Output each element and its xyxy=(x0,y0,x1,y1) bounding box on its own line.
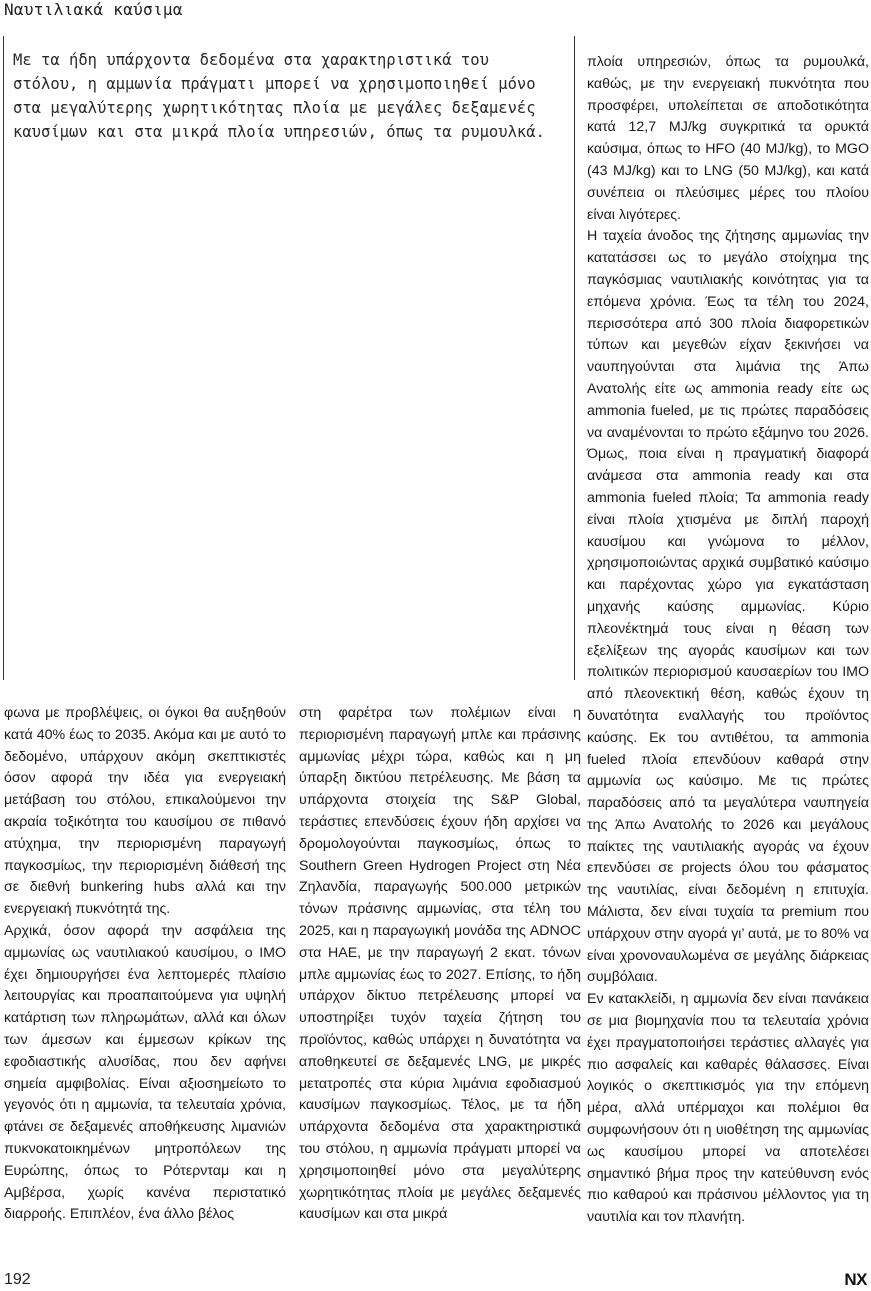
page-number: 192 xyxy=(4,1271,31,1288)
pull-quote: Με τα ήδη υπάρχοντα δεδομένα στα χαρακτηριστικά του στόλου, η αμμωνία πράγματι μπορεί να χρησιμοποιηθεί μόνο στα μεγαλύτερης χωρητικότητας πλοία με μεγάλες δεξαμενές καυσίμων και στα μικρά πλοία υπηρεσιών, όπως τα ρυμουλκά. xyxy=(13,51,545,141)
magazine-logo: NX xyxy=(844,1270,867,1289)
pull-quote-left-rule xyxy=(3,36,4,680)
paragraph: φωνα με προβλέψεις, οι όγκοι θα αυξηθούν κατά 40% έως το 2035. Ακόμα και με αυτό το δεδομένο, υπάρχουν ακόμη σκεπτικιστές όσον αφορά την ιδέα για ενεργειακή μετάβαση του στόλου, επικαλούμενοι την ακραία τοξικότητα του καυσίμου σε πιθανό ατύχημα, την περιορισμένη παραγωγή παγκοσμίως, την περιορισμένη διάθεσή της σε διεθνή bunkering hubs αλλά και την ενεργειακή πυκνότητά της. xyxy=(4,705,286,918)
section-title: Ναυτιλιακά καύσιμα xyxy=(4,0,183,19)
paragraph: Αρχικά, όσον αφορά την ασφάλεια της αμμωνίας ως ναυτιλιακού καυσίμου, ο IMO έχει δημιουργήσει ένα λεπτομερές πλαίσιο λειτουργίας και προαπαιτούμενα για υψηλή κατάρτιση των πληρωμάτων, αλλά και όλων των άμεσων και έμμεσων κρίκων της εφοδιαστικής αλυσίδας, που δεν αφήνει σημεία αμφιβολίας. Είναι αξιοσημείωτο το γεγονός ότι η αμμωνία, τα τελευταία χρόνια, φτάνει σε δεξαμενές αποθήκευσης λιμανιών πυκνοκατοικημένων μητροπόλεων της Ευρώπης, όπως το Ρότερνταμ και η Αμβέρσα, χωρίς κανένα περιστατικό διαρροής. Επιπλέον, ένα άλλο βέλος xyxy=(4,922,286,1223)
paragraph: πλοία υπηρεσιών, όπως τα ρυμουλκά, καθώς, με την ενεργειακή πυκνότητα που προσφέρει, υπολείπεται σε αποδοτικότητα κατά 12,7 MJ/kg συγκριτικά τα ορυκτά καύσιμα, όπως το HFO (40 MJ/kg), το MGO (43 MJ/kg) και το LNG (50 MJ/kg), και κατά συνέπεια οι πλεύσιμες μέρες του πλοίου είναι λιγότερες. xyxy=(587,54,869,223)
pull-quote-right-rule xyxy=(574,36,575,680)
paragraph: Η ταχεία άνοδος της ζήτησης αμμωνίας την κατατάσσει ως το μεγάλο στοίχημα της παγκόσμιας ναυτιλιακής κοινότητας για τα επόμενα χρόνια. Έως τα τέλη του 2024, περισσότερα από 300 πλοία διαφορετικών τύπων και μεγεθών είχαν ξεκινήσει να ναυπηγούνται στα λιμάνια της Άπω Ανατολής είτε ως ammonia ready είτε ως ammonia fueled, με τις πρώτες παραδόσεις να αναμένονται το πρώτο εξάμηνο του 2026. Όμως, ποια είναι η πραγματική διαφορά ανάμεσα στα ammonia ready και στα ammonia fueled πλοία; Τα ammonia ready είναι πλοία χτισμένα με διπλή παροχή καυσίμου και γνώμονα το μέλλον, χρησιμοποιώντας αρχικά συμβατικό καύσιμο και παρέχοντας χώρο για εγκατάσταση μηχανής καύσης αμμωνίας. Κύριο πλεονέκτημά τους είναι η θέαση των εξελίξεων της αγοράς καυσίμων και των πολιτικών περιορισμού καυσαερίων του IMO από πλεονεκτική θέση, καθώς έχουν τη δυνατότητα εναλλαγής του προϊόντος καύσης. Εκ του αντιθέτου, τα ammonia fueled πλοία επενδύουν καθαρά στην αμμωνία ως καύσιμο. Με τις πρώτες παραδόσεις από τα μεγαλύτερα ναυπηγεία της Άπω Ανατολής το 2026 και μεγάλους παίκτες της ναυτιλιακής αγοράς να έχουν επενδύσει σε projects όλου του φάσματος της ναυτιλίας, είναι δεδομένη η επιτυχία. Μάλιστα, δεν είναι τυχαία τα premium που υπάρχουν στην αγορά γι’ αυτά, με το 80% να είναι χρονοναυλωμένα σε μεγάλης διάρκειας συμβόλαια. xyxy=(587,228,869,986)
paragraph: στη φαρέτρα των πολέμιων είναι η περιορισμένη παραγωγή μπλε και πράσινης αμμωνίας μέχρι τώρα, καθώς και η μη ύπαρξη δικτύου πετρέλευσης. Με βάση τα υπάρχοντα στοιχεία της S&P Global, τεράστιες επενδύσεις έχουν ήδη αρχίσει να δρομολογούνται παγκοσμίως, όπως το Southern Green Hydrogen Project στη Νέα Ζηλανδία, παραγωγής 500.000 μετρικών τόνων πράσινης αμμωνίας, στα τέλη του 2025, και η παραγωγική μονάδα της ADNOC στα ΗΑΕ, με την παραγωγή 2 εκατ. τόνων μπλε αμμωνίας έως το 2027. Επίσης, το ήδη υπάρχον δίκτυο πετρέλευσης μπορεί να υποστηρίξει τυχόν ταχεία ζήτηση του προϊόντος, καθώς υπάρχει η δυνατότητα να αποθηκευτεί σε δεξαμενές LNG, με μικρές μετατροπές στα κύρια λιμάνια εφοδιασμού καυσίμων παγκοσμίως. Τέλος, με τα ήδη υπάρχοντα δεδομένα στα χαρακτηριστικά του στόλου, η αμμωνία πράγματι μπορεί να χρησιμοποιηθεί μόνο στα μεγαλύτερης χωρητικότητας πλοία με μεγάλες δεξαμενές καυσίμων και στα μικρά xyxy=(299,705,581,1223)
column-middle xyxy=(299,703,581,1226)
column-left xyxy=(4,703,286,1226)
paragraph: Εν κατακλείδι, η αμμωνία δεν είναι πανάκεια σε μια βιομηχανία που τα τελευταία χρόνια έχει πραγματοποιήσει τεράστιες αλλαγές για πιο ασφαλείς και καθαρές θάλασσες. Είναι λογικός ο σκεπτικισμός για την επόμενη μέρα, αλλά υπέρμαχοι και πολέμιοι θα συμφωνήσουν ότι η υιοθέτηση της αμμωνίας ως καυσίμου μπορεί να αποτελέσει σημαντικό βήμα προς την κατεύθυνση ενός πιο καθαρού και πράσινου μέλλοντος για τη ναυτιλία και τον πλανήτη. xyxy=(587,991,869,1226)
column-right xyxy=(587,52,869,1229)
